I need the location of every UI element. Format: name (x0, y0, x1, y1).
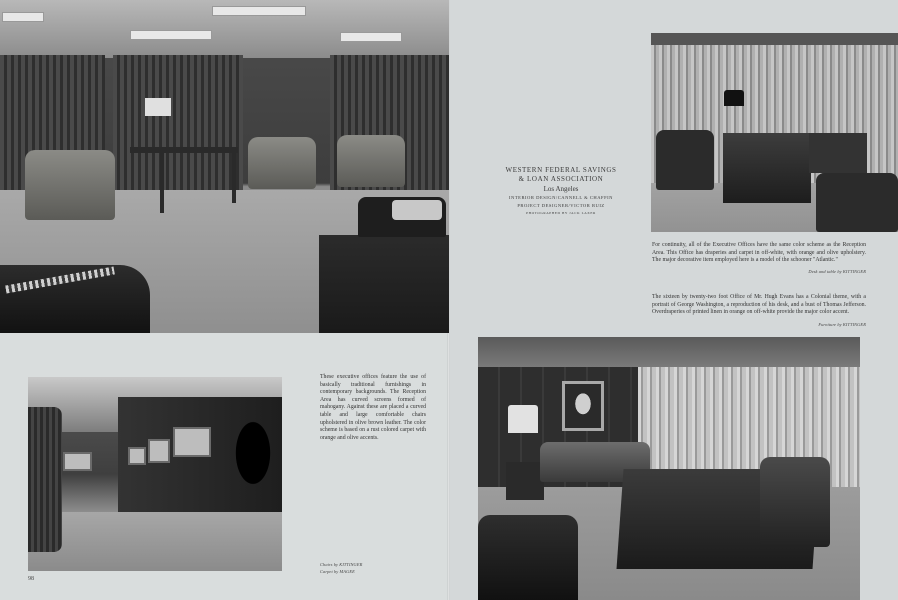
caption-continuity: For continuity, all of the Executive Offices have the same color scheme as the Reception Area. This Office has draperies and carpet in off-white, with orange and olive upholstery. The major decorative item employed here is a model of the schooner "Atlantic." (652, 242, 866, 264)
reception-area-photo (0, 0, 449, 333)
title-location: Los Angeles (543, 185, 579, 193)
ceiling-light (2, 12, 44, 22)
side-table (506, 462, 544, 500)
ceiling-light (130, 30, 212, 40)
curved-screen (28, 407, 62, 552)
table-lamp (145, 98, 171, 116)
article-title-block (478, 166, 644, 217)
interior-design-credit: INTERIOR DESIGN/CANNELL & CHAFFIN (509, 195, 613, 200)
telephone-dial (392, 200, 442, 220)
table-leg (160, 153, 164, 213)
table-lamp (508, 405, 538, 433)
wood-screen (113, 55, 243, 205)
framed-picture (128, 447, 146, 465)
ceiling-light (212, 6, 306, 16)
credenza (809, 133, 867, 173)
title-line-2: & LOAN ASSOCIATION (518, 175, 604, 183)
credit-desk-table: Desk and table by KITTINGER (808, 269, 866, 274)
armchair (816, 173, 898, 232)
page-number: 98 (28, 576, 34, 582)
photographer-credit: PHOTOGRAPHED BY JACK LAXER (526, 211, 596, 215)
title-line-1: WESTERN FEDERAL SAVINGS (505, 166, 617, 174)
desk-lamp (724, 90, 744, 106)
ceiling-light (340, 32, 402, 42)
armchair (478, 515, 578, 600)
desk (723, 133, 811, 203)
colonial-office-photo (478, 337, 860, 600)
carpet-floor (28, 512, 282, 571)
project-designer-credit: PROJECT DESIGNER/VICTOR RUIZ (517, 203, 605, 208)
ceiling (651, 33, 898, 45)
framed-picture (63, 452, 92, 471)
console-table (130, 147, 238, 153)
framed-picture (148, 439, 170, 463)
desk-chair (760, 457, 830, 547)
ceiling (478, 337, 860, 367)
credit-carpet: Carpet by MAGEE (320, 569, 355, 574)
caption-colonial-office: The sixteen by twenty-two foot Office of Mr. Hugh Evans has a Colonial theme, with a portrait of George Washington, a reproduction of his desk, and a bust of Thomas Jefferson. Overdraperies of printed linen in orange on off-white provide the major color accent. (652, 294, 866, 316)
credit-furniture: Furniture by KITTINGER (818, 322, 866, 327)
corridor-photo (28, 377, 282, 571)
portrait-george-washington (562, 381, 604, 431)
framed-picture (173, 427, 211, 457)
armchair (656, 130, 714, 190)
desk (319, 235, 449, 333)
credit-chairs: Chairs by KITTINGER (320, 562, 363, 567)
plant (223, 417, 282, 507)
caption-executive-offices: These executive offices feature the use of basically traditional furnishings in contemporary backgrounds. The Reception Area has curved screens formed of mahogany. Against these are placed a curved table and large comfortable chairs upholstered in olive brown leather. The color scheme is based on a rust colored carpet with orange and olive accents. (320, 374, 426, 441)
leather-chair (337, 135, 405, 187)
table-leg (232, 153, 236, 203)
executive-office-photo (651, 33, 898, 232)
leather-chair (248, 137, 316, 189)
leather-chair (25, 150, 115, 220)
